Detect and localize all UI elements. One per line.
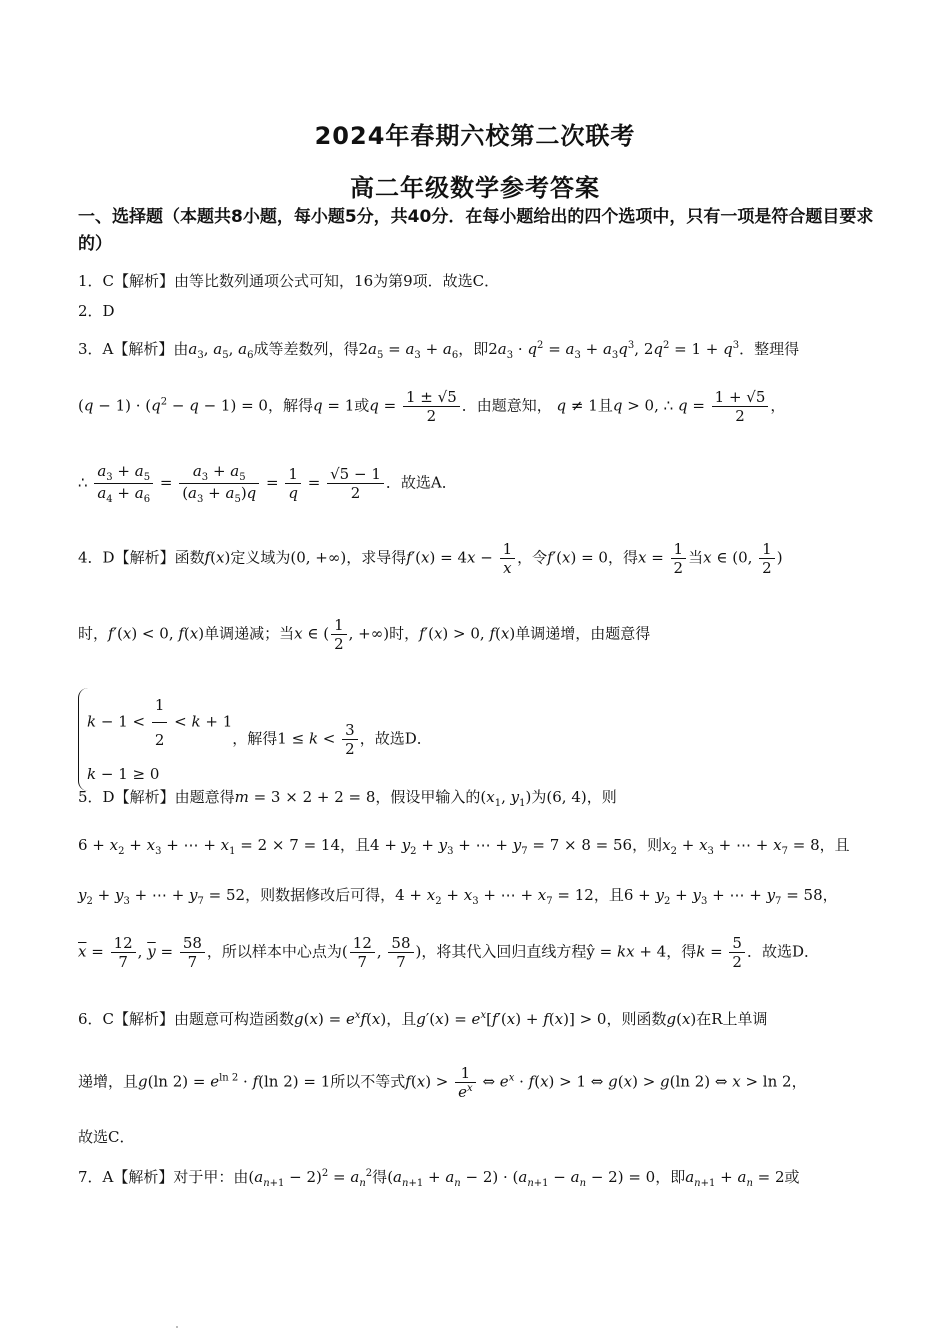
q5-head: 5．D【解析】由题意得 [78, 788, 235, 806]
q5-text: ，且 [340, 836, 371, 854]
q5-text: 为 [531, 788, 547, 806]
q5-text: ，假设甲输入的 [375, 788, 481, 806]
q4-text: ，求导得 [346, 548, 407, 567]
q6-text: ，且 [386, 1010, 417, 1028]
q6-line1: 6．C【解析】由题意可构造函数$g(x) = e^xf(x)$，且$g'(x) = e^x[f'(x) + f(x)] > 0$，则函数g(x)在R上单调 [78, 1010, 768, 1028]
q1-answer: 1．C【解析】由等比数列通项公式可知，16为第9项．故选C． [78, 272, 500, 290]
q4-text: 当 [688, 548, 704, 567]
q6-line2: 递增，且g(ln $2) = e^{ln 2} \cdot f(\ln$ 2) = 1所以不等式f(x) > $\frac{1}{e^x}$ ⇔ $e^x \cdot f(x) > 1$ ⇔ g(x) > g(ln 2) ⇔ x > ln 2， [78, 1064, 807, 1101]
q3-text: ．故选A． [385, 473, 457, 492]
q6-line3: 故选C． [78, 1128, 135, 1146]
q6-text: ，则函数 [606, 1010, 667, 1028]
q3-text: 成等差数列，得 [253, 340, 359, 358]
q5-line4: $\overline{x}$ = $\frac{12}{7}$ , $\overline{y}$ = $\frac{58}{7}$ ，所以样本中心点为( $\frac{12}{7}$ , $\frac{58}{7}$ )，将其代入回归直线方程ŷ = kx + 4，得k = $\frac{5}{2}$ ．故选D． [78, 934, 819, 971]
q7-text: 得 [372, 1168, 388, 1186]
q6-text: 所以不等式 [330, 1072, 406, 1091]
q3-head: 3．A【解析】由 [78, 340, 189, 358]
q5-text: ，则 [632, 836, 663, 854]
q5-text: ，则 [586, 788, 617, 806]
q6-text: 在R上单调 [696, 1010, 768, 1028]
q7-line1: 7．A【解析】对于甲：由$(a_{n+1} - 2)^2 = a_n^2$得$(a_{n+1} + a_n - 2) \cdot (a_{n+1} - a_n - 2) = 0$，即$a_{n+1} + a_n = 2$或 [78, 1168, 800, 1189]
inequality-system: k − 1 < $\frac{1}{2}$ < k + 1 k − 1 ≥ 0 [78, 688, 232, 791]
q3-line2: $(q - 1) \cdot (q^2 - q - 1) = 0$，解得q = 1或q = $\frac{1 \pm √5}{2}$ ．由题意知， q ≠ 1且q > 0, ∴ q = $\frac{1 + √5}{2}$ ， [78, 388, 786, 425]
q5-text: ，且 [593, 886, 624, 904]
q4-line2: 时，f′(x) < 0, f(x)单调递减；当x ∈ ( $\frac{1}{2}$ , +∞)时，f′(x) > 0, f(x)单调递增，由题意得 [78, 616, 651, 653]
q4-text: ，故选D． [359, 729, 432, 748]
q5-text: ，且 [819, 836, 850, 854]
q5-line1: 5．D【解析】由题意得m = 3 × 2 + 2 = 8，假设甲输入的($x_1$, $y_1$)为(6, 4)，则 [78, 788, 617, 809]
q5-line2: $6 + x_2 + x_3$ + ⋯ + $x_1 = 2 \times 7 = 14$，且$4 + y_2 + y_3$ + ⋯ + $y_7 = 7 \times 8 = 56$，则$x_2 + x_3$ + ⋯ + $x_7 = 8$，且 [78, 836, 850, 857]
q5-text: ，将其代入回归直线方程 [421, 942, 587, 961]
q4-text: 单调递增，由题意得 [515, 624, 651, 643]
q3-text: ．整理得 [739, 340, 800, 358]
q7-text: ，即 [655, 1168, 686, 1186]
q3-line1: 3．A【解析】由$a_3$, $a_5$, $a_6$成等差数列，得$2a_5 = a_3 + a_6$，即$2a_3 \cdot q^2 = a_3 + a_3q^3$, $2q^2 = 1 + q^3$．整理得 [78, 340, 800, 361]
q3-line3: ∴ $\frac{a_3 + a_5}{a_4 + a_6}$ = $\frac{a_3 + a_5}{(a_3 + a_5)q}$ = $\frac{1}{q}$ = $\frac{√5 - 1}{2}$ ．故选A． [78, 462, 457, 505]
q4-text: 时， [78, 624, 109, 643]
q4-line1: 4．D【解析】函数f(x)定义域为(0, +∞)，求导得f′(x) = 4x − $\frac{1}{x}$ ，令f′(x) = 0，得x = $\frac{1}{2}$ 当x ∈ (0, $\frac{1}{2}$ ) [78, 540, 783, 577]
q4-text: ，令 [517, 548, 548, 567]
q5-text: ，则数据修改后可得， [245, 886, 396, 904]
q4-head: 4．D【解析】函数 [78, 548, 205, 567]
q6-text: ， [791, 1072, 807, 1091]
q5-line3: $y_2 + y_3$ + ⋯ + $y_7 = 52$，则数据修改后可得，$4 + x_2 + x_3$ + ⋯ + $x_7 = 12$，且$6 + y_2 + y_3$ + ⋯ + $y_7 = 58$， [78, 886, 838, 907]
q3-text: ，解得 [267, 396, 313, 415]
q4-text: ，得 [607, 548, 638, 567]
q3-text: 且 [597, 396, 613, 415]
q5-text: ，所以样本中心点为 [206, 942, 342, 961]
q3-text: ，即 [458, 340, 489, 358]
q6-text: 递增，且 [78, 1072, 139, 1091]
q4-text: 时， [389, 624, 420, 643]
document-title: 2024年春期六校第二次联考 [314, 122, 636, 150]
document-subtitle: 高二年级数学参考答案 [350, 174, 600, 202]
q3-text: ．由题意知， [461, 396, 552, 415]
q5-text: ．故选D． [746, 942, 819, 961]
q7-head: 7．A【解析】对于甲：由 [78, 1168, 249, 1186]
q4-text: 单调递减；当 [204, 624, 295, 643]
q6-head: 6．C【解析】由题意可构造函数 [78, 1010, 295, 1028]
q4-text: ，解得 [232, 729, 278, 748]
scan-dot [176, 1326, 178, 1328]
section-heading: 一、选择题（本题共8小题，每小题5分，共40分．在每小题给出的四个选项中，只有一项是符合题目要求的） [78, 207, 874, 254]
q4-text: 定义域为 [230, 548, 291, 567]
q3-text: 或 [354, 396, 370, 415]
q2-answer: 2．D [78, 302, 115, 320]
q4-line3: k − 1 < $\frac{1}{2}$ < k + 1 k − 1 ≥ 0 ，解得1 ≤ k < $\frac{3}{2}$ ，故选D． [78, 688, 878, 791]
q5-text: ，得 [666, 942, 697, 961]
q7-text: 或 [784, 1168, 800, 1186]
